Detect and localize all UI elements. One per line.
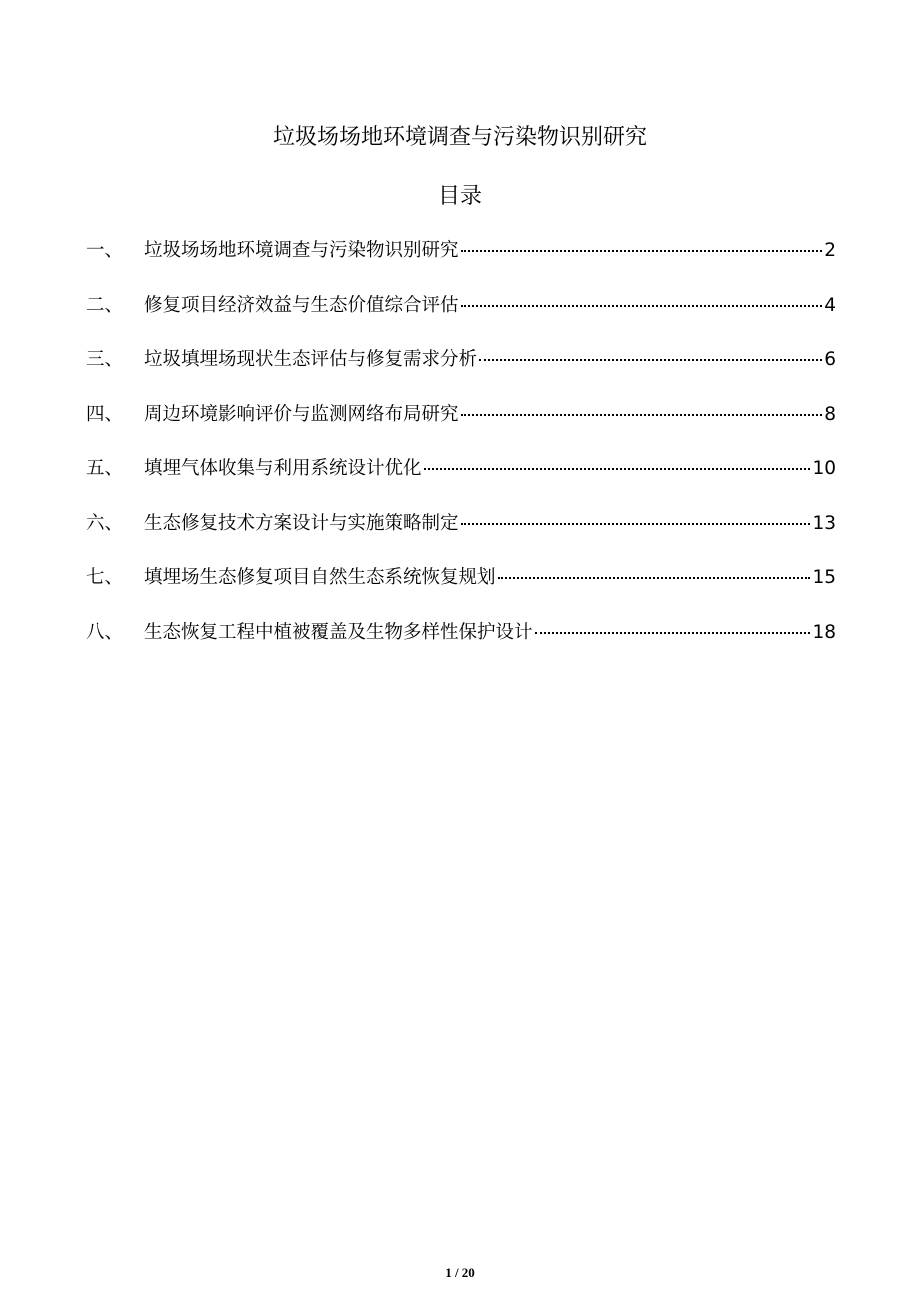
- page-number: 1 / 20: [445, 1265, 475, 1280]
- toc-entry-title: 垃圾场场地环境调查与污染物识别研究: [144, 240, 459, 261]
- toc-entry-page: 4: [824, 294, 836, 316]
- toc-entry-page: 10: [812, 458, 836, 479]
- toc-dot-leader: [535, 631, 811, 634]
- toc-entry-number: 八、: [86, 621, 124, 643]
- toc-entry-title: 修复项目经济效益与生态价值综合评估: [144, 294, 459, 316]
- toc-entry-page: 18: [812, 621, 836, 643]
- table-of-contents: [86, 236, 836, 672]
- toc-dot-leader: [461, 304, 823, 307]
- toc-entry-number: 七、: [86, 567, 124, 588]
- toc-entry-page: 8: [824, 403, 836, 425]
- toc-entry-title: 周边环境影响评价与监测网络布局研究: [144, 403, 459, 425]
- toc-entry-number: 四、: [86, 403, 124, 425]
- toc-entry-title: 生态恢复工程中植被覆盖及生物多样性保护设计: [144, 621, 533, 643]
- toc-entry-number: 二、: [86, 294, 124, 316]
- toc-dot-leader: [479, 358, 822, 361]
- toc-entry-title: 填埋气体收集与利用系统设计优化: [144, 458, 422, 479]
- toc-entry-title: 垃圾填埋场现状生态评估与修复需求分析: [144, 349, 478, 370]
- toc-heading: 目录: [437, 184, 482, 209]
- toc-entry-number: 一、: [86, 240, 124, 261]
- document-title: 垃圾场场地环境调查与污染物识别研究: [272, 125, 647, 150]
- toc-entry-page: 15: [812, 567, 836, 588]
- toc-entry-title: 生态修复技术方案设计与实施策略制定: [144, 512, 459, 534]
- toc-entry-6[interactable]: [86, 509, 836, 564]
- toc-entry-8[interactable]: [86, 618, 836, 673]
- toc-entry-1[interactable]: [86, 236, 836, 291]
- toc-dot-leader: [461, 413, 823, 416]
- toc-entry-number: 五、: [86, 458, 124, 479]
- toc-entry-number: 六、: [86, 512, 124, 534]
- toc-entry-4[interactable]: [86, 400, 836, 455]
- toc-entry-page: 13: [812, 512, 836, 534]
- toc-entry-page: 2: [824, 240, 836, 261]
- toc-entry-2[interactable]: [86, 291, 836, 346]
- toc-dot-leader: [461, 249, 823, 252]
- toc-entry-7[interactable]: [86, 563, 836, 618]
- toc-entry-page: 6: [824, 349, 836, 370]
- toc-dot-leader: [498, 576, 811, 579]
- toc-dot-leader: [424, 467, 811, 470]
- toc-entry-title: 填埋场生态修复项目自然生态系统恢复规划: [144, 567, 496, 588]
- toc-entry-5[interactable]: [86, 454, 836, 509]
- toc-dot-leader: [461, 522, 811, 525]
- toc-entry-number: 三、: [86, 349, 124, 370]
- toc-entry-3[interactable]: [86, 345, 836, 400]
